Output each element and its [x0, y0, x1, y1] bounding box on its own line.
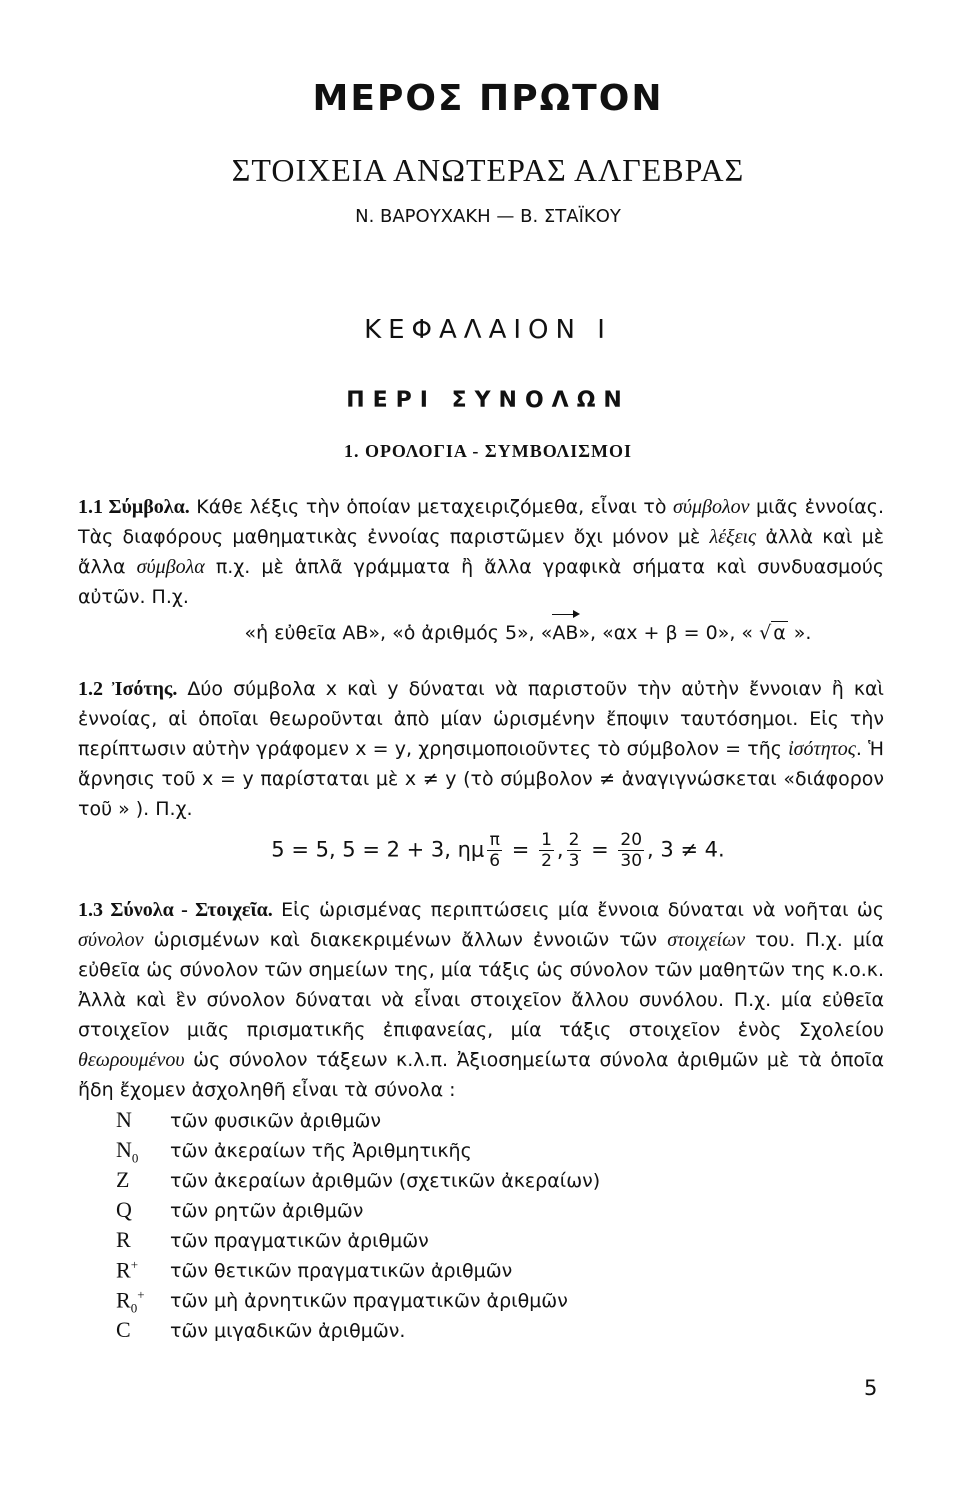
text: του. Π.χ. μία εὐθεῖα ὡς σύνολον τῶν σημείων της, μία τάξις ὡς σύνολον τῶν μαθητῶν της κ.ο.κ. Ἀλλὰ καὶ ἓν σύνολον δύναται νὰ εἶναι στοιχεῖον ἄλλου συνόλου. Π.χ. μία εὐθεῖα στοιχεῖον μιᾶς πρισματικῆς ἐπιφανείας, μία τάξις στοιχεῖον ἑνὸς Σχολείου [78, 929, 884, 1041]
text: , 3 ≠ 4. [647, 837, 725, 862]
numerator: 1 [541, 830, 552, 850]
emphasis: σύμβολον [672, 496, 750, 518]
text: », «αx + β = 0», « [578, 622, 760, 644]
numerator: 2 [568, 830, 580, 850]
list-item [116, 1227, 600, 1257]
list-item [116, 1257, 600, 1287]
number-sets-list [116, 1107, 600, 1347]
paragraph-symbols [78, 492, 884, 612]
list-item [116, 1137, 600, 1167]
set-description: τῶν ἀκεραίων τῆς Ἀριθμητικῆς [170, 1140, 472, 1162]
emphasis: στοιχείων [667, 929, 746, 951]
symbol: N [116, 1107, 132, 1132]
fraction [567, 830, 582, 871]
symbol: R [116, 1287, 131, 1313]
text: ». [787, 622, 812, 644]
subscript: 0 [130, 1300, 138, 1316]
denominator: 30 [620, 851, 643, 871]
text: ὡρισμένων καὶ διακεκριμένων ἄλλων ἐννοιῶν τῶν [143, 929, 668, 951]
denominator: 3 [568, 851, 580, 871]
set-symbol [116, 1167, 170, 1193]
symbol: Q [116, 1197, 132, 1222]
heading-equality: 1.2 Ἰσότης. [78, 678, 178, 700]
paragraph-sets [78, 895, 884, 1105]
paragraph-equality [78, 674, 884, 824]
denominator: 6 [489, 851, 501, 871]
emphasis: θεωρουμένου [78, 1049, 185, 1071]
set-description: τῶν ἀκεραίων ἀριθμῶν (σχετικῶν ἀκεραίων) [170, 1170, 601, 1192]
sqrt-argument: α [773, 622, 786, 644]
set-symbol [116, 1107, 170, 1133]
book-title: ΣΤΟΙΧΕΙΑ ΑΝΩΤΕΡΑΣ ΑΛΓΕΒΡΑΣ [231, 152, 745, 188]
page-number: 5 [864, 1376, 878, 1400]
emphasis: σύνολον [78, 929, 144, 951]
set-description: τῶν πραγματικῶν ἀριθμῶν [170, 1230, 429, 1252]
subscript: 0 [131, 1150, 139, 1166]
set-symbol [116, 1197, 170, 1223]
text: π.χ. μὲ ἁπλᾶ γράμματα ἢ ἄλλα γραφικὰ σήματα καὶ συνδυασμούς αὐτῶν. Π.χ. [78, 556, 884, 608]
fraction [539, 830, 554, 871]
symbol: N [116, 1137, 132, 1162]
heading-symbols: 1.1 Σύμβολα. [78, 496, 190, 518]
equality-examples [10, 830, 976, 871]
fraction [487, 830, 502, 871]
section-heading: 1. ΟΡΟΛΟΓΙΑ - ΣΥΜΒΟΛΙΣΜΟΙ [343, 441, 633, 461]
symbol: R [116, 1257, 131, 1283]
symbol-examples [40, 622, 976, 644]
set-description: τῶν θετικῶν πραγματικῶν ἀριθμῶν [170, 1260, 513, 1283]
list-item [116, 1287, 600, 1317]
text: . Ἡ ἄρνησις τοῦ x = y παρίσταται μὲ x ≠ y (τὸ σύμβολον ≠ ἀναγιγνώσκεται «διάφορον τοῦ » ). Π.χ. [78, 738, 885, 820]
set-symbol [116, 1227, 170, 1253]
text: 5 = 5, 5 = 2 + 3, ημ [271, 837, 485, 862]
emphasis: ἰσότητος [788, 738, 856, 760]
text: ὡς σύνολον τάξεων κ.λ.π. Ἀξιοσημείωτα σύνολα ἀριθμῶν μὲ τὰ ὁποῖα ἤδη ἔχομεν ἀσχοληθῆ εἶναι τὰ σύνολα : [78, 1049, 884, 1101]
part-title: ΜΕΡΟΣ ΠΡΩΤΟΝ [312, 78, 664, 119]
text: «ἡ εὐθεῖα ΑΒ», «ὁ ἀριθμός 5», « [244, 622, 553, 644]
fraction [618, 830, 644, 871]
superscript: + [130, 1257, 139, 1272]
text: Εἰς ὡρισμένας περιπτώσεις μία ἔννοια δύναται νὰ νοῆται ὡς [272, 899, 884, 921]
emphasis: σύμβολα [136, 556, 205, 578]
sqrt-expression [759, 622, 788, 644]
list-item [116, 1167, 600, 1197]
set-description: τῶν μιγαδικῶν ἀριθμῶν. [170, 1320, 406, 1342]
text: = [584, 837, 616, 862]
heading-sets: 1.3 Σύνολα - Στοιχεῖα. [78, 899, 273, 921]
set-symbol [116, 1317, 170, 1343]
list-item [116, 1107, 600, 1137]
emphasis: λέξεις [709, 526, 757, 548]
numerator: π [487, 830, 502, 851]
set-description: τῶν μὴ ἀρνητικῶν πραγματικῶν ἀριθμῶν [170, 1290, 568, 1313]
chapter-title: ΚΕΦΑΛΑΙΟΝ Ι [364, 315, 612, 345]
vector-ab: ΑΒ [552, 622, 579, 644]
chapter-subject: ΠΕΡΙ ΣΥΝΟΛΩΝ [346, 388, 630, 413]
set-description: τῶν ρητῶν ἀριθμῶν [170, 1200, 364, 1222]
symbol: R [116, 1227, 131, 1252]
superscript: + [137, 1287, 145, 1302]
text: Κάθε λέξις τὴν ὁποίαν μεταχειριζόμεθα, εἶναι τὸ [189, 496, 673, 518]
symbol: Z [116, 1167, 130, 1192]
set-symbol [116, 1137, 170, 1166]
set-symbol [116, 1257, 170, 1283]
set-symbol [116, 1287, 170, 1317]
list-item [116, 1317, 600, 1347]
sqrt-sign: √ [759, 622, 772, 644]
list-item [116, 1197, 600, 1227]
denominator: 2 [541, 851, 552, 871]
text: = [505, 837, 537, 862]
text: μιᾶς ἐννοίας. Τὰς διαφόρους μαθηματικὰς ἐννοίας παριστῶμεν ὄχι μόνον μὲ [78, 496, 884, 548]
authors: Ν. ΒΑΡΟΥΧΑΚΗ — Β. ΣΤΑΪΚΟΥ [355, 206, 621, 227]
text: ἀλλὰ καὶ μὲ ἄλλα [78, 526, 884, 578]
text: Δύο σύμβολα x καὶ y δύναται νὰ παριστοῦν τὴν αὐτὴν ἔννοιαν ἢ καὶ ἐννοίας, αἱ ὁποῖαι θεωροῦνται ἀπὸ μίαν ὡρισμένην ἔποψιν ταυτόσημοι. Εἰς τὴν περίπτωσιν αὐτὴν γράφομεν x = y, χρησιμοποιοῦντες τὸ σύμβολον = τῆς [78, 678, 884, 760]
set-description: τῶν φυσικῶν ἀριθμῶν [170, 1110, 382, 1132]
numerator: 20 [620, 830, 643, 850]
symbol: C [116, 1317, 131, 1342]
text: , [556, 837, 564, 862]
